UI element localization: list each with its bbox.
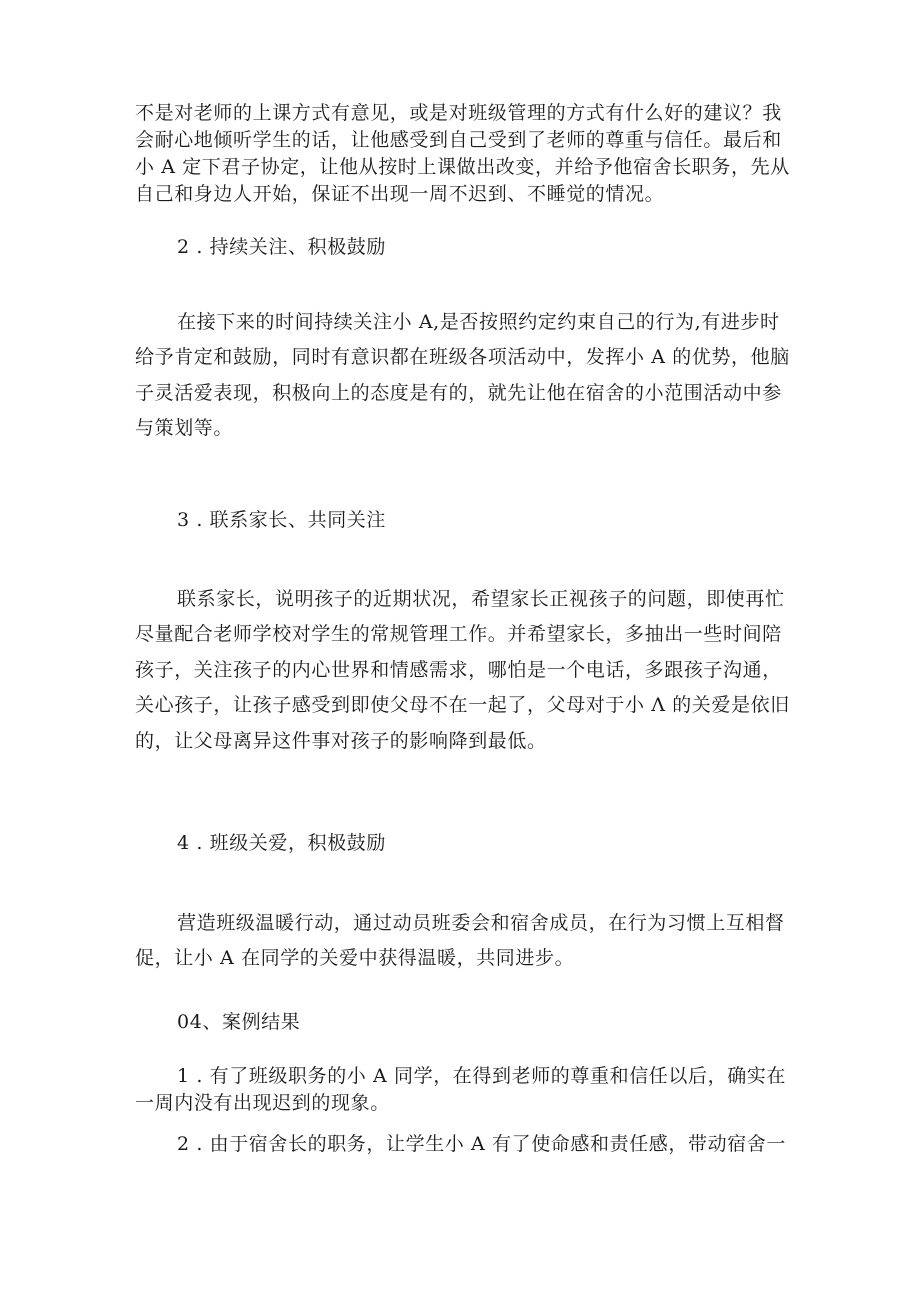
section-heading: 3 . 联系家长、共同关注 — [177, 509, 387, 531]
text-line: 关心孩子，让孩子感受到即使父母不在一起了，父母对于小 Λ 的关爱是依旧 — [135, 694, 790, 716]
text-line: 联系家长，说明孩子的近期状况，希望家长正视孩子的问题，即使再忙 — [177, 588, 785, 610]
section-heading: 2 . 持续关注、积极鼓励 — [177, 236, 387, 258]
text-line: 小 A 定下君子协定，让他从按时上课做出改变，并给予他宿舍长职务，先从 — [135, 156, 790, 178]
text-line: 营造班级温暖行动，通过动员班委会和宿舍成员，在行为习惯上互相督 — [177, 912, 785, 934]
section-heading: 04、案例结果 — [177, 1011, 301, 1033]
text-line: 一周内没有出现迟到的现象。 — [135, 1092, 390, 1114]
text-line: 1 . 有了班级职务的小 A 同学，在得到老师的尊重和信任以后，确实在 — [177, 1065, 787, 1087]
text-line: 在接下来的时间持续关注小 A,是否按照约定约束自己的行为,有进步时 — [177, 311, 780, 333]
text-line: 不是对老师的上课方式有意见，或是对班级管理的方式有什么好的建议？我 — [135, 102, 782, 124]
text-line: 子灵活爱表现，积极向上的态度是有的，就先让他在宿舍的小范围活动中参 — [135, 382, 782, 404]
text-line: 会耐心地倾听学生的话，让他感受到自己受到了老师的尊重与信任。最后和 — [135, 129, 782, 151]
text-line: 与策划等。 — [135, 417, 234, 439]
text-line: 自己和身边人开始，保证不出现一周不迟到、不睡觉的情况。 — [135, 183, 665, 205]
text-line: 孩子，关注孩子的内心世界和情感需求，哪怕是一个电话，多跟孩子沟通， — [135, 659, 782, 681]
text-line: 促，让小 A 在同学的关爱中获得温暖，共同进步。 — [135, 947, 575, 969]
text-line: 2 . 由于宿舍长的职务，让学生小 A 有了使命感和责任感，带动宿舍一 — [177, 1133, 787, 1155]
text-line: 的，让父母离异这件事对孩子的影响降到最低。 — [135, 730, 547, 752]
section-heading: 4 . 班级关爱，积极鼓励 — [177, 832, 387, 854]
text-line: 给予肯定和鼓励，同时有意识都在班级各项活动中，发挥小 A 的优势，他脑 — [135, 346, 790, 368]
text-line: 尽量配合老师学校对学生的常规管理工作。并希望家长，多抽出一些时间陪 — [135, 623, 782, 645]
